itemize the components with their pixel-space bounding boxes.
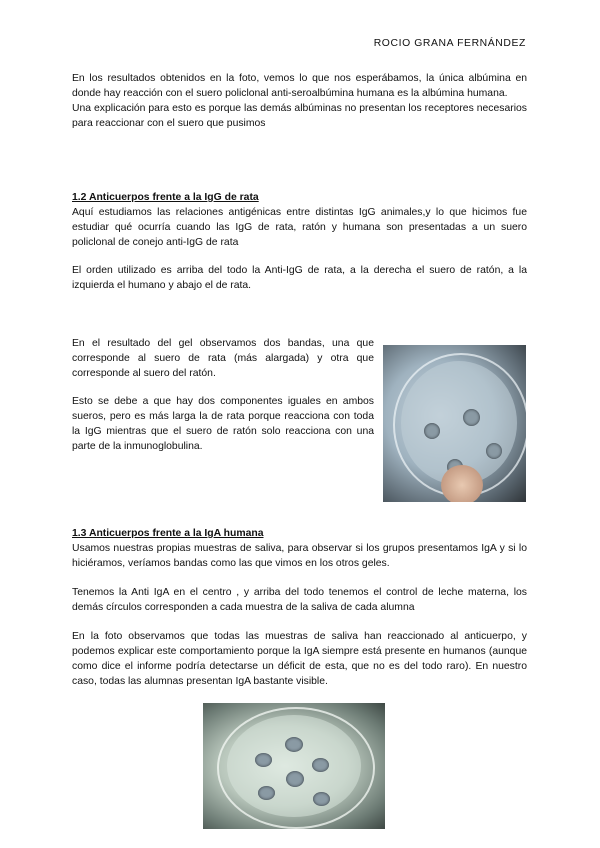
section-1-2-order: [72, 263, 527, 293]
section-1-2-intro: [72, 190, 527, 250]
section-1-2-paragraph-2: El orden utilizado es arriba del todo la Anti-IgG de rata, a la derecha el suero de ratón, a la izquierda el humano y abajo el de rata.: [72, 265, 527, 292]
section-1-2-explanation: [72, 394, 374, 454]
well-sample-3: [258, 786, 275, 800]
section-1-3-result: [72, 629, 527, 689]
author-header: ROCIO GRANA FERNÁNDEZ: [373, 38, 526, 49]
section-1-3-heading: 1.3 Anticuerpos frente a la IgA humana: [72, 528, 264, 539]
section-1-3-paragraph-2: Tenemos la Anti IgA en el centro , y arriba del todo tenemos el control de leche materna, los demás círculos corresponden a cada muestra de la saliva de cada alumna: [72, 587, 527, 614]
well-sample-4: [313, 792, 330, 806]
section-1-2-paragraph-3: En el resultado del gel observamos dos bandas, una que corresponde al suero de rata (más alargada) y otra que corresponde al suero del ratón.: [72, 338, 374, 380]
section-1-2-result: [72, 336, 374, 381]
intro-block: [72, 71, 527, 131]
iga-gel-photo: [203, 703, 385, 829]
well-center: [286, 771, 304, 787]
intro-paragraph-2: Una explicación para esto es porque las demás albúminas no presentan los receptores necesarios para reaccionar con el suero que pusimos: [72, 103, 527, 130]
well-sample-2: [312, 758, 329, 772]
gel-surface: [227, 715, 361, 817]
well-top: [463, 409, 480, 426]
section-1-3-layout: [72, 585, 527, 615]
section-1-3-paragraph-3: En la foto observamos que todas las muestras de saliva han reaccionado al anticuerpo, y podemos explicar este comportamiento porque la IgA siempre está presente en humanos (aunque como dice el informe podría detectarse un déficit de esta, que no es del todo raro). En nuestro caso, todas las alumnas presentan IgA bastante visible.: [72, 631, 527, 688]
section-1-2-paragraph-4: Esto se debe a que hay dos componentes iguales en ambos sueros, pero es más larga la de rata porque reacciona con toda la IgG mientras que el suero de ratón solo reacciona con una parte de la inmunoglobulina.: [72, 396, 374, 453]
section-1-3-intro: [72, 526, 527, 571]
well-left: [424, 423, 440, 439]
section-1-3-paragraph-1: Usamos nuestras propias muestras de saliva, para observar si los grupos presentamos IgA y si lo hiciéramos, veríamos bandas como las que vimos en los otros geles.: [72, 543, 527, 570]
intro-paragraph-1: En los resultados obtenidos en la foto, vemos lo que nos esperábamos, la única albúmina en donde hay reacción con el suero policlonal anti-seroalbúmina humana es la albúmina humana.: [72, 73, 527, 100]
igg-gel-photo: [383, 345, 526, 502]
section-1-2-paragraph-1: Aquí estudiamos las relaciones antigénicas entre distintas IgG animales,y lo que hicimos fue estudiar qué ocurría cuando las IgG de rata, ratón y humana son presentadas a un suero policlonal de conejo anti-IgG de rata: [72, 207, 527, 249]
well-sample-1: [255, 753, 272, 767]
well-right: [486, 443, 502, 459]
well-control: [285, 737, 303, 752]
finger: [441, 465, 483, 502]
section-1-2-heading: 1.2 Anticuerpos frente a la IgG de rata: [72, 192, 259, 203]
